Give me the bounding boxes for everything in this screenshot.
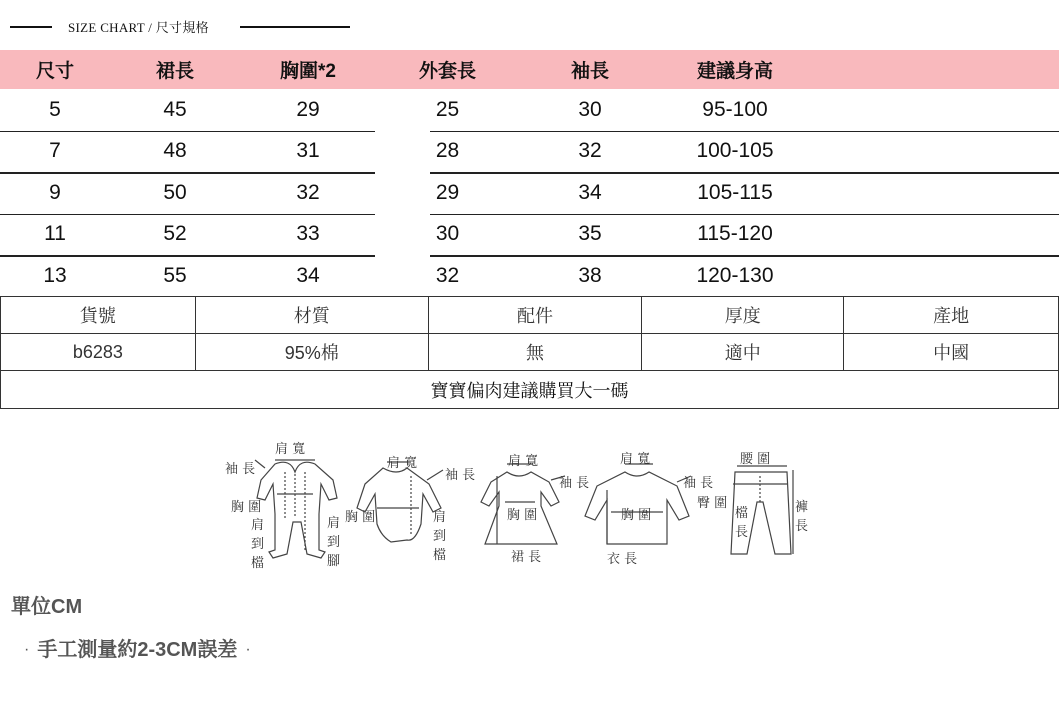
bullet-dot: · bbox=[245, 641, 251, 658]
cell-chest: 31 bbox=[296, 139, 320, 163]
cell-skirt-length: 48 bbox=[163, 139, 187, 163]
info-item-no: b6283 bbox=[1, 334, 196, 371]
unit-label: 單位CM bbox=[11, 596, 83, 618]
label-bodysuit-chest: 胸 圍 bbox=[345, 510, 376, 525]
col-header-chest: 胸圍*2 bbox=[280, 61, 336, 82]
info-header-accessories: 配件 bbox=[428, 297, 642, 334]
col-header-height: 建議身高 bbox=[696, 61, 773, 82]
table-row bbox=[0, 89, 1059, 131]
cell-coat-length: 28 bbox=[435, 139, 460, 163]
label-pants-waist: 腰 圍 bbox=[740, 452, 771, 467]
title-rule-right bbox=[240, 26, 350, 28]
error-text: 手工測量約2-3CM誤差 bbox=[37, 639, 238, 661]
cell-size: 7 bbox=[49, 139, 61, 163]
bodysuit-illustration bbox=[357, 462, 443, 542]
cell-coat-length: 30 bbox=[435, 222, 460, 246]
cell-sleeve-length: 35 bbox=[578, 222, 602, 246]
info-thickness: 適中 bbox=[642, 334, 844, 371]
size-chart-title bbox=[0, 14, 400, 38]
table-row bbox=[0, 131, 1059, 173]
title-rule-left bbox=[10, 26, 52, 28]
table-row bbox=[0, 255, 1059, 297]
cell-coat-length: 29 bbox=[435, 180, 460, 204]
cell-chest: 33 bbox=[296, 222, 320, 246]
col-header-skirt-length: 裙長 bbox=[155, 61, 194, 82]
label-romper-shoulder-to-crotch: 肩 到 檔 bbox=[251, 518, 265, 571]
label-top-sleeve: 袖 長 bbox=[683, 476, 714, 491]
cell-skirt-length: 50 bbox=[163, 180, 187, 204]
col-header-size: 尺寸 bbox=[35, 61, 74, 82]
cell-size: 9 bbox=[49, 180, 61, 204]
title-text: SIZE CHART / 尺寸規格 bbox=[68, 20, 209, 35]
label-dress-length: 裙 長 bbox=[511, 550, 542, 565]
label-romper-shoulder-to-foot: 肩 到 腳 bbox=[327, 516, 341, 569]
info-note-row bbox=[1, 371, 1059, 409]
cell-skirt-length: 45 bbox=[163, 97, 187, 121]
label-pants-rise: 檔 長 bbox=[735, 506, 749, 540]
cell-sleeve-length: 34 bbox=[578, 180, 602, 204]
info-accessories: 無 bbox=[428, 334, 642, 371]
label-pants-hip: 臀 圍 bbox=[697, 496, 728, 511]
info-header-row bbox=[1, 297, 1059, 334]
info-material: 95%棉 bbox=[195, 334, 428, 371]
info-header-item-no: 貨號 bbox=[1, 297, 196, 334]
label-dress-sleeve: 袖 長 bbox=[559, 476, 590, 491]
measurement-error-note bbox=[16, 633, 259, 662]
label-top-shoulder: 肩 寬 bbox=[620, 452, 651, 467]
label-romper-shoulder: 肩 寬 bbox=[275, 442, 306, 457]
label-top-length: 衣 長 bbox=[607, 552, 638, 567]
romper-illustration bbox=[255, 460, 337, 558]
size-advice-note: 寶寶偏肉建議購買大一碼 bbox=[1, 371, 1059, 409]
cell-coat-length: 32 bbox=[435, 263, 460, 287]
info-header-origin: 產地 bbox=[844, 297, 1059, 334]
cell-size: 13 bbox=[43, 263, 67, 287]
cell-height: 105-115 bbox=[697, 180, 773, 204]
label-romper-chest: 胸 圍 bbox=[231, 500, 262, 515]
cell-sleeve-length: 32 bbox=[578, 139, 602, 163]
label-bodysuit-shoulder: 肩 寬 bbox=[387, 456, 418, 471]
cell-chest: 32 bbox=[296, 180, 320, 204]
cell-height: 100-105 bbox=[696, 139, 774, 163]
label-bodysuit-sleeve: 袖 長 bbox=[445, 468, 476, 483]
bullet-dot: · bbox=[24, 641, 30, 658]
label-bodysuit-shoulder-to-crotch: 肩 到 檔 bbox=[433, 510, 447, 563]
cell-height: 115-120 bbox=[697, 222, 773, 246]
label-romper-sleeve: 袖 長 bbox=[225, 462, 256, 477]
size-table bbox=[0, 50, 1059, 297]
cell-skirt-length: 52 bbox=[163, 222, 187, 246]
table-row bbox=[0, 214, 1059, 256]
info-header-thickness: 厚度 bbox=[642, 297, 844, 334]
label-pants-length: 褲 長 bbox=[795, 500, 809, 534]
info-value-row bbox=[1, 334, 1059, 371]
cell-height: 95-100 bbox=[702, 97, 768, 121]
info-origin: 中國 bbox=[844, 334, 1059, 371]
label-top-chest: 胸 圍 bbox=[621, 508, 652, 523]
cell-skirt-length: 55 bbox=[163, 263, 187, 287]
cell-size: 5 bbox=[49, 97, 61, 121]
cell-sleeve-length: 30 bbox=[578, 97, 602, 121]
cell-height: 120-130 bbox=[696, 263, 774, 287]
cell-size: 11 bbox=[44, 222, 66, 246]
label-dress-chest: 胸 圍 bbox=[507, 508, 538, 523]
col-header-coat-length: 外套長 bbox=[418, 61, 476, 82]
cell-chest: 34 bbox=[296, 263, 320, 287]
cell-coat-length: 25 bbox=[435, 97, 460, 121]
col-header-sleeve-length: 袖長 bbox=[570, 61, 609, 82]
cell-sleeve-length: 38 bbox=[578, 263, 602, 287]
table-row bbox=[0, 172, 1059, 214]
measurement-diagrams bbox=[215, 432, 815, 577]
cell-chest: 29 bbox=[296, 97, 320, 121]
size-table-header bbox=[0, 50, 1059, 89]
label-dress-shoulder: 肩 寬 bbox=[508, 454, 539, 469]
info-header-material: 材質 bbox=[195, 297, 428, 334]
product-info-table bbox=[0, 296, 1059, 409]
